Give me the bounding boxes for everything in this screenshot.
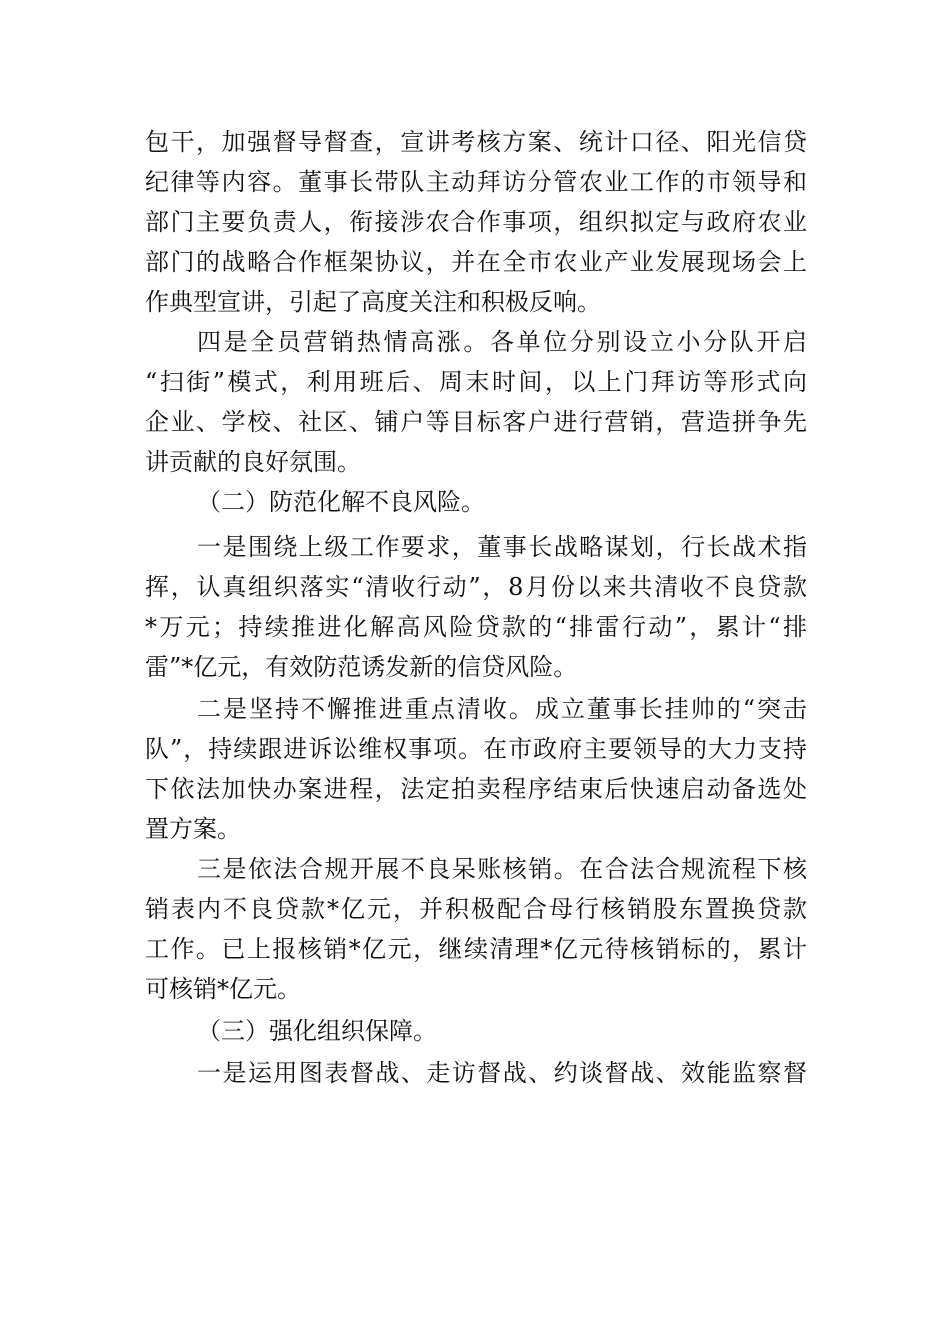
text-line: 作典型宣讲，引起了高度关注和积极反响。 [145, 288, 601, 316]
text-line: *万元；持续推进化解高风险贷款的“排雷行动”，累计“排 [145, 613, 807, 641]
text-line: 包干，加强督导督查，宣讲考核方案、统计口径、阳光信贷 [145, 128, 807, 156]
text-line: 销表内不良贷款*亿元，并积极配合母行核销股东置换贷款 [145, 895, 807, 923]
text-line: 纪律等内容。董事长带队主动拜访分管农业工作的市领导和 [145, 168, 807, 196]
text-line: 部门的战略合作框架协议，并在全市农业产业发展现场会上 [145, 248, 807, 276]
text-line: 工作。已上报核销*亿元，继续清理*亿元待核销标的，累计 [145, 935, 807, 963]
paragraph-first-line: 一是围绕上级工作要求，董事长战略谋划，行长战术指 [197, 533, 807, 561]
text-line: 部门主要负责人，衔接涉农合作事项，组织拟定与政府农业 [145, 208, 807, 236]
text-line: 下依法加快办案进程，法定拍卖程序结束后快速启动备选处 [145, 775, 807, 803]
section-heading: （三）强化组织保障。 [197, 1017, 437, 1045]
paragraph-first-line: 二是坚持不懈推进重点清收。成立董事长挂帅的“突击 [197, 695, 807, 723]
text-line: 讲贡献的良好氛围。 [145, 448, 361, 476]
text-line: 企业、学校、社区、铺户等目标客户进行营销，营造拼争先 [145, 408, 807, 436]
text-line: 挥，认真组织落实“清收行动”，8月份以来共清收不良贷款 [145, 573, 807, 601]
text-line: 雷”*亿元，有效防范诱发新的信贷风险。 [145, 653, 578, 681]
paragraph-first-line: 三是依法合规开展不良呆账核销。在合法合规流程下核 [197, 855, 807, 883]
paragraph-first-line: 一是运用图表督战、走访督战、约谈督战、效能监察督 [197, 1059, 807, 1087]
text-line: 置方案。 [145, 815, 241, 843]
text-line: 队”，持续跟进诉讼维权事项。在市政府主要领导的大力支持 [145, 735, 807, 763]
text-line: 可核销*亿元。 [145, 975, 301, 1003]
section-heading: （二）防范化解不良风险。 [197, 488, 485, 516]
text-line: “扫街”模式，利用班后、周末时间，以上门拜访等形式向 [145, 368, 807, 396]
paragraph-first-line: 四是全员营销热情高涨。各单位分别设立小分队开启 [197, 328, 807, 356]
